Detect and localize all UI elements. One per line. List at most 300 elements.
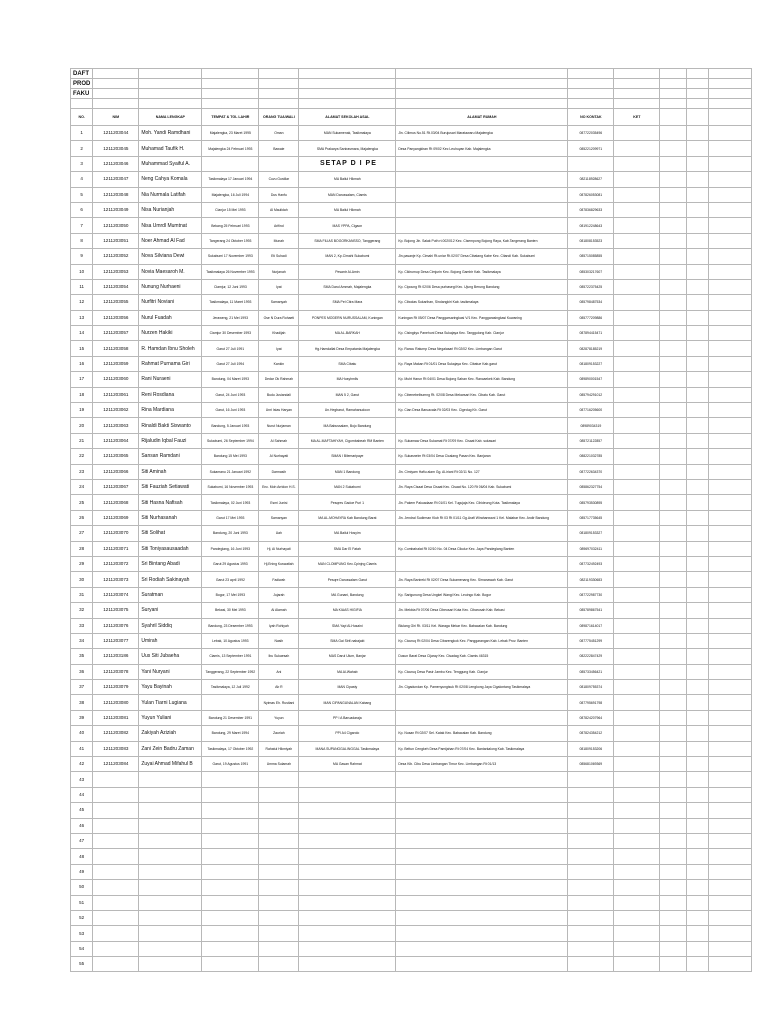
table-row [71,772,752,787]
cell-no: 28 [71,541,93,556]
cell-ttl: Garut 29 Agustus 1993 [202,556,259,571]
cell-sekolah: MA Gasan Rahmat [299,757,396,772]
cell-rumah: Dusun Barat Desa Cijaray Kec. Cisadag Kab. Ciamis 46315 [396,649,568,664]
cell-ortu [259,910,299,925]
cell-ortu: Darmasih [259,464,299,479]
empty-cell [660,510,687,525]
cell-ttl: Lebak, 10 Agustus 1993 [202,633,259,648]
empty-cell [614,618,660,633]
header-ket: KET [614,109,660,126]
empty-cell [709,249,752,264]
cell-kontak: 085303217607 [568,264,614,279]
empty-cell [614,279,660,294]
cell-no: 55 [71,957,93,972]
header-sekolah: ALAMAT SEKOLAH ASAL [299,109,396,126]
cell-nama: Suryani [139,603,202,618]
cell-sekolah: Hg.Hamdallat Desa Empatanta Majalengka [299,341,396,356]
cell-ortu: Hj. Ai Nurhayati [259,541,299,556]
empty-cell [687,156,709,171]
cell-nama: Rahmat Purnama Giri [139,356,202,371]
cell-ttl [202,880,259,895]
cell-nim [93,787,139,802]
cell-ttl: Bandung, 04 Maret 1993 [202,372,259,387]
cell-rumah [396,156,568,171]
empty-cell [687,726,709,741]
cell-rumah: Kp. Cicuruq Desa Pasir Jambu Kec. Tenggung Kab. Cianjur [396,664,568,679]
table-row [71,895,752,910]
empty-cell [709,941,752,956]
cell-no: 36 [71,664,93,679]
cell-ortu [259,772,299,787]
table-row [71,910,752,925]
cell-rumah: Kp. Bojong Jln. Salak Puth rt.002/012 Kec. Cisempong Bojong Raya, Kab.Tangerang Banten [396,233,568,248]
cell-nama [139,803,202,818]
cell-nama: Syahril Siddiq [139,618,202,633]
cell-nama: Nisa Umrdl Mumtnat [139,218,202,233]
cell-nama: Novia Maesaroh M. [139,264,202,279]
table-row [71,526,752,541]
cell-nama: Siti Hasna Nafisah [139,495,202,510]
empty-cell [660,849,687,864]
cell-no: 18 [71,387,93,402]
cell-rumah: Kp. Nusan Rt 02/07 Sel. Katak Kec. Babacalan Kab. Bandung [396,726,568,741]
cell-nama: Rijaludin Iqbal Fauzi [139,433,202,448]
empty-cell [660,403,687,418]
empty-cell [709,833,752,848]
empty-cell [614,187,660,202]
title-line: FAKU [71,89,93,99]
empty-cell [687,741,709,756]
cell-ttl: Bandung, 20 Juni 1993 [202,526,259,541]
cell-rumah: Jln. Mekkta Rt 07/06 Desa Cibeusari Kota Kec. Cibarusah Kab. Bekasi [396,603,568,618]
empty-cell [687,787,709,802]
cell-rumah [396,910,568,925]
cell-ttl: Bogor, 17 Mei 1993 [202,587,259,602]
cell-nim: 1211203068 [93,495,139,510]
cell-sekolah [299,957,396,972]
cell-nim: 1211203064 [93,433,139,448]
cell-ttl: Majalengka, 23 Maret 1995 [202,126,259,141]
cell-sekolah [299,787,396,802]
cell-no: 2 [71,141,93,156]
empty-cell [660,572,687,587]
cell-kontak: 087775451299 [568,633,614,648]
cell-nama: Moh. Yandi Ramdhani [139,126,202,141]
cell-nim: 1211203076 [93,618,139,633]
cell-ortu: Kankin [259,356,299,371]
cell-ortu [259,818,299,833]
empty-cell [709,433,752,448]
cell-no: 22 [71,449,93,464]
empty-cell [687,649,709,664]
cell-nim: 1211203047 [93,172,139,187]
empty-cell [709,618,752,633]
cell-kontak [568,895,614,910]
empty-cell [687,479,709,494]
empty-cell [660,295,687,310]
empty-cell [687,833,709,848]
empty-cell [660,141,687,156]
cell-nim: 1211203077 [93,633,139,648]
cell-no: 53 [71,926,93,941]
cell-kontak: 085722375425 [568,279,614,294]
table-row [71,541,752,556]
empty-cell [687,541,709,556]
cell-no: 20 [71,418,93,433]
cell-rumah [396,526,568,541]
empty-cell [687,880,709,895]
cell-no: 25 [71,495,93,510]
empty-cell [614,910,660,925]
table-row [71,418,752,433]
empty-cell [687,372,709,387]
cell-nim: 1211203045 [93,141,139,156]
empty-cell [687,418,709,433]
empty-cell [709,864,752,879]
cell-no: 45 [71,803,93,818]
table-row [71,141,752,156]
cell-nama: Reni Rosdiana [139,387,202,402]
cell-kontak: 085721122857 [568,433,614,448]
table-row [71,695,752,710]
cell-sekolah: PP I A Baruadaraja [299,710,396,725]
cell-ttl: Jeraweng, 21 Mei 1993 [202,310,259,325]
cell-ortu [259,864,299,879]
cell-rumah: Kp. Cikirumup Desa Cimjurin Kec. Bojong Gambir Kab. Tasikmalaya [396,264,568,279]
empty-cell [614,957,660,972]
table-row [71,172,752,187]
cell-no: 15 [71,341,93,356]
empty-cell [614,326,660,341]
header-no: NO. [71,109,93,126]
cell-ttl [202,864,259,879]
empty-cell [687,233,709,248]
cell-nama [139,818,202,833]
cell-nim: 1211203050 [93,218,139,233]
empty-cell [709,926,752,941]
table-row [71,556,752,571]
empty-cell [709,310,752,325]
cell-ttl: Majalengka, 16 Juli 1994 [202,187,259,202]
empty-cell [660,126,687,141]
empty-cell [614,233,660,248]
header-ttl: TEMPAT & TGL LAHIR [202,109,259,126]
empty-cell [709,449,752,464]
cell-kontak [568,849,614,864]
table-row [71,449,752,464]
table-row [71,603,752,618]
empty-cell [660,310,687,325]
cell-ttl [202,772,259,787]
cell-ortu: Uah [259,526,299,541]
cell-no: 13 [71,310,93,325]
cell-kontak [568,818,614,833]
empty-cell [614,710,660,725]
cell-no: 32 [71,603,93,618]
cell-nim: 1211203058 [93,341,139,356]
cell-ortu: Al Nurhayati [259,449,299,464]
cell-sekolah: MAN Sukamenak, Tasikmalaya [299,126,396,141]
cell-ortu: Ai Alamah [259,603,299,618]
empty-cell [660,649,687,664]
empty-cell [614,572,660,587]
empty-cell [709,387,752,402]
empty-cell [687,572,709,587]
cell-ttl: Majalengka 24 Februari 1993 [202,141,259,156]
cell-ortu: Al Maulidah [259,202,299,217]
cell-kontak [568,880,614,895]
cell-rumah: Jln. Jendral Sudirman Klub Rt 03 Rt 01/11 Gg.Arafi Wirahanwani 1 Kel. Malabar Kec. Andir Bandung [396,510,568,525]
table-row [71,464,752,479]
cell-ttl: Tasikmalaya, 12 Juli 1992 [202,680,259,695]
empty-cell [614,249,660,264]
cell-nama: R. Hamdan Ibnu Sholeh [139,341,202,356]
cell-ortu [259,787,299,802]
cell-ttl: Tasikmalaya 26 November 1993 [202,264,259,279]
cell-no: 51 [71,895,93,910]
empty-cell [687,772,709,787]
cell-nim [93,818,139,833]
table-row [71,341,752,356]
empty-cell [709,603,752,618]
cell-sekolah: MAN CIPANGUNALAN Kabang [299,695,396,710]
cell-ttl [202,941,259,956]
cell-sekolah: MA Gunani, Bandung [299,587,396,602]
empty-cell [614,941,660,956]
empty-cell [687,464,709,479]
cell-nim: 1211203069 [93,510,139,525]
cell-sekolah [299,895,396,910]
cell-nama: Zuyai Ahmad Mifahul B [139,757,202,772]
empty-cell [687,495,709,510]
cell-nim: 1211203075 [93,603,139,618]
empty-cell [687,757,709,772]
cell-sekolah [299,926,396,941]
cell-sekolah: SMA Prakarya Sanirasmara, Majalengka [299,141,396,156]
cell-ttl: Bekang 25 Februari 1993 [202,218,259,233]
cell-no: 31 [71,587,93,602]
empty-cell [660,341,687,356]
cell-no: 14 [71,326,93,341]
cell-ortu: Budu Jusiandali [259,387,299,402]
cell-nama [139,772,202,787]
cell-ortu: Nurut Nurjaman [259,418,299,433]
empty-cell [687,433,709,448]
empty-cell [709,741,752,756]
empty-cell [614,526,660,541]
cell-rumah: Jln. Cilimus No.51 Rt.03/04 Burujusari Maratawaru Majalengka [396,126,568,141]
cell-no: 26 [71,510,93,525]
cell-sekolah: MA Bailul Hikmah [299,202,396,217]
student-table [70,68,752,972]
cell-no: 54 [71,941,93,956]
cell-rumah [396,818,568,833]
empty-cell [614,541,660,556]
table-row [71,587,752,602]
empty-cell [614,495,660,510]
cell-ortu: Umma Sulamah [259,757,299,772]
cell-nama: Nunung Nurhaeni [139,279,202,294]
cell-sekolah: MAN CLOMPUNG Kec.Cpinjng Ciamis [299,556,396,571]
cell-ttl [202,849,259,864]
cell-rumah: Kp. Raya Makan Rt 01/01 Desa Sukajaya Kec. Cibatue Kab.garut [396,356,568,371]
cell-sekolah: SMA Gai Sirif-nabajakt [299,633,396,648]
empty-cell [660,633,687,648]
cell-rumah: Blulang Giri Rt. 03/11 Kel. Waraga Mekar Kec. Babacalan Kab. Bandung [396,618,568,633]
cell-nama: Yayu Bayinah [139,680,202,695]
cell-nama: Nurzen Hakiki [139,326,202,341]
empty-cell [614,172,660,187]
cell-nim: 1211203060 [93,372,139,387]
table-row [71,618,752,633]
empty-cell [709,818,752,833]
cell-nim: 1211203080 [93,695,139,710]
cell-kontak [568,833,614,848]
cell-ortu: Samanyan [259,510,299,525]
empty-cell [709,526,752,541]
empty-cell [709,957,752,972]
cell-sekolah [299,818,396,833]
cell-ortu: Yuyun [259,710,299,725]
cell-sekolah: SMAN I Bilemaripaye [299,449,396,464]
empty-cell [709,633,752,648]
cell-nim: 1211203048 [93,187,139,202]
empty-cell [709,202,752,217]
cell-no: 9 [71,249,93,264]
cell-nim: 1211203062 [93,403,139,418]
cell-no: 23 [71,464,93,479]
cell-rumah: Kp. Cipoung Rt 02/06 Desa purbasegi Kec. Ujung Berung Bandung [396,279,568,294]
table-row [71,372,752,387]
empty-cell [614,787,660,802]
cell-sekolah: SMA Darul Ammah, Majalengka [299,279,396,294]
cell-nim: 1211203056 [93,310,139,325]
empty-cell [687,633,709,648]
empty-cell [709,126,752,141]
cell-ttl [202,926,259,941]
cell-rumah [396,695,568,710]
cell-nim: 1211203053 [93,264,139,279]
empty-cell [687,249,709,264]
table-row [71,880,752,895]
empty-cell [614,757,660,772]
cell-kontak: 081912248643 [568,218,614,233]
empty-cell [709,787,752,802]
empty-cell [660,264,687,279]
empty-cell [709,279,752,294]
cell-kontak: 089697032411 [568,541,614,556]
cell-ttl: Sukabumi, 16 November 1993 [202,479,259,494]
cell-nama [139,787,202,802]
cell-no: 10 [71,264,93,279]
cell-nama [139,895,202,910]
cell-nim [93,833,139,848]
cell-rumah [396,418,568,433]
cell-ttl: Pandeglang, 16 Juni 1993 [202,541,259,556]
empty-cell [687,664,709,679]
cell-nim [93,941,139,956]
empty-cell [614,264,660,279]
cell-sekolah: MA Bailul Hikmah [299,172,396,187]
cell-ttl: Bandung, 29 Maret 1994 [202,726,259,741]
cell-sekolah: SMA Dar El Fatah [299,541,396,556]
empty-cell [709,572,752,587]
cell-ttl: Tasikmalaya, 17 Oktober 1992 [202,741,259,756]
cell-sekolah: MAN 1 Bandung [299,464,396,479]
cell-ttl: Tasikmalaya, 02 Juni 1993 [202,495,259,510]
cell-kontak: 085789867541 [568,603,614,618]
empty-cell [709,757,752,772]
cell-rumah [396,187,568,202]
cell-nama: Siti Nurhasanah [139,510,202,525]
cell-ttl: Garut, 19 Agustus 1991 [202,757,259,772]
cell-nim: 1211203070 [93,526,139,541]
cell-no: 34 [71,633,93,648]
table-row [71,787,752,802]
table-row [71,187,752,202]
cell-nama [139,957,202,972]
cell-kontak: 081808153523 [568,233,614,248]
table-row [71,156,752,171]
cell-rumah [396,849,568,864]
empty-cell [687,172,709,187]
cell-ortu: Jujarah [259,587,299,602]
empty-cell [687,526,709,541]
empty-cell [687,126,709,141]
cell-nama: Muhamad Taufik H. [139,141,202,156]
cell-nim: 1211203059 [93,356,139,371]
cell-no: 6 [71,202,93,217]
empty-cell [709,710,752,725]
cell-no: 30 [71,572,93,587]
cell-nim: 1211203049 [93,202,139,217]
cell-sekolah [299,772,396,787]
cell-sekolah: Pesqre Darussalam Garut [299,572,396,587]
empty-cell [614,341,660,356]
cell-nama: Nova Silviana Dewi [139,249,202,264]
cell-rumah [396,772,568,787]
cell-ttl: Bandung, 5 Januari 1993 [202,418,259,433]
empty-cell [709,156,752,171]
cell-sekolah: MA AL-BARKAH [299,326,396,341]
cell-nama: Muhammad Syaiful A. [139,156,202,171]
cell-kontak: 085793530895 [568,495,614,510]
cell-rumah: Jln. Cimiyam Hafiu alam Gg. Al-iriani Rt 02/11 No. 127 [396,464,568,479]
empty-cell [614,772,660,787]
empty-cell [614,864,660,879]
cell-ortu: Khadijah [259,326,299,341]
table-row [71,957,752,972]
cell-rumah: Jln. Cigadundan Kp. Pamenyungisuk Rt 02/08 Lengkong Jaya Cigalontang Tasikmalaya [396,680,568,695]
empty-cell [687,941,709,956]
cell-nama: Nia Nurmala Latifah [139,187,202,202]
table-row [71,849,752,864]
cell-ttl: Garut 27 Juli 1991 [202,341,259,356]
cell-nama: Yuyun Yuliani [139,710,202,725]
cell-no: 11 [71,279,93,294]
cell-ttl: Garut, 24 Juni 1993 [202,387,259,402]
cell-ortu [259,833,299,848]
empty-cell [660,787,687,802]
empty-cell [709,510,752,525]
empty-cell [709,541,752,556]
empty-cell [660,541,687,556]
empty-cell [709,849,752,864]
title-row [71,79,752,89]
cell-kontak: 087894415471 [568,326,614,341]
empty-cell [687,141,709,156]
table-row [71,326,752,341]
